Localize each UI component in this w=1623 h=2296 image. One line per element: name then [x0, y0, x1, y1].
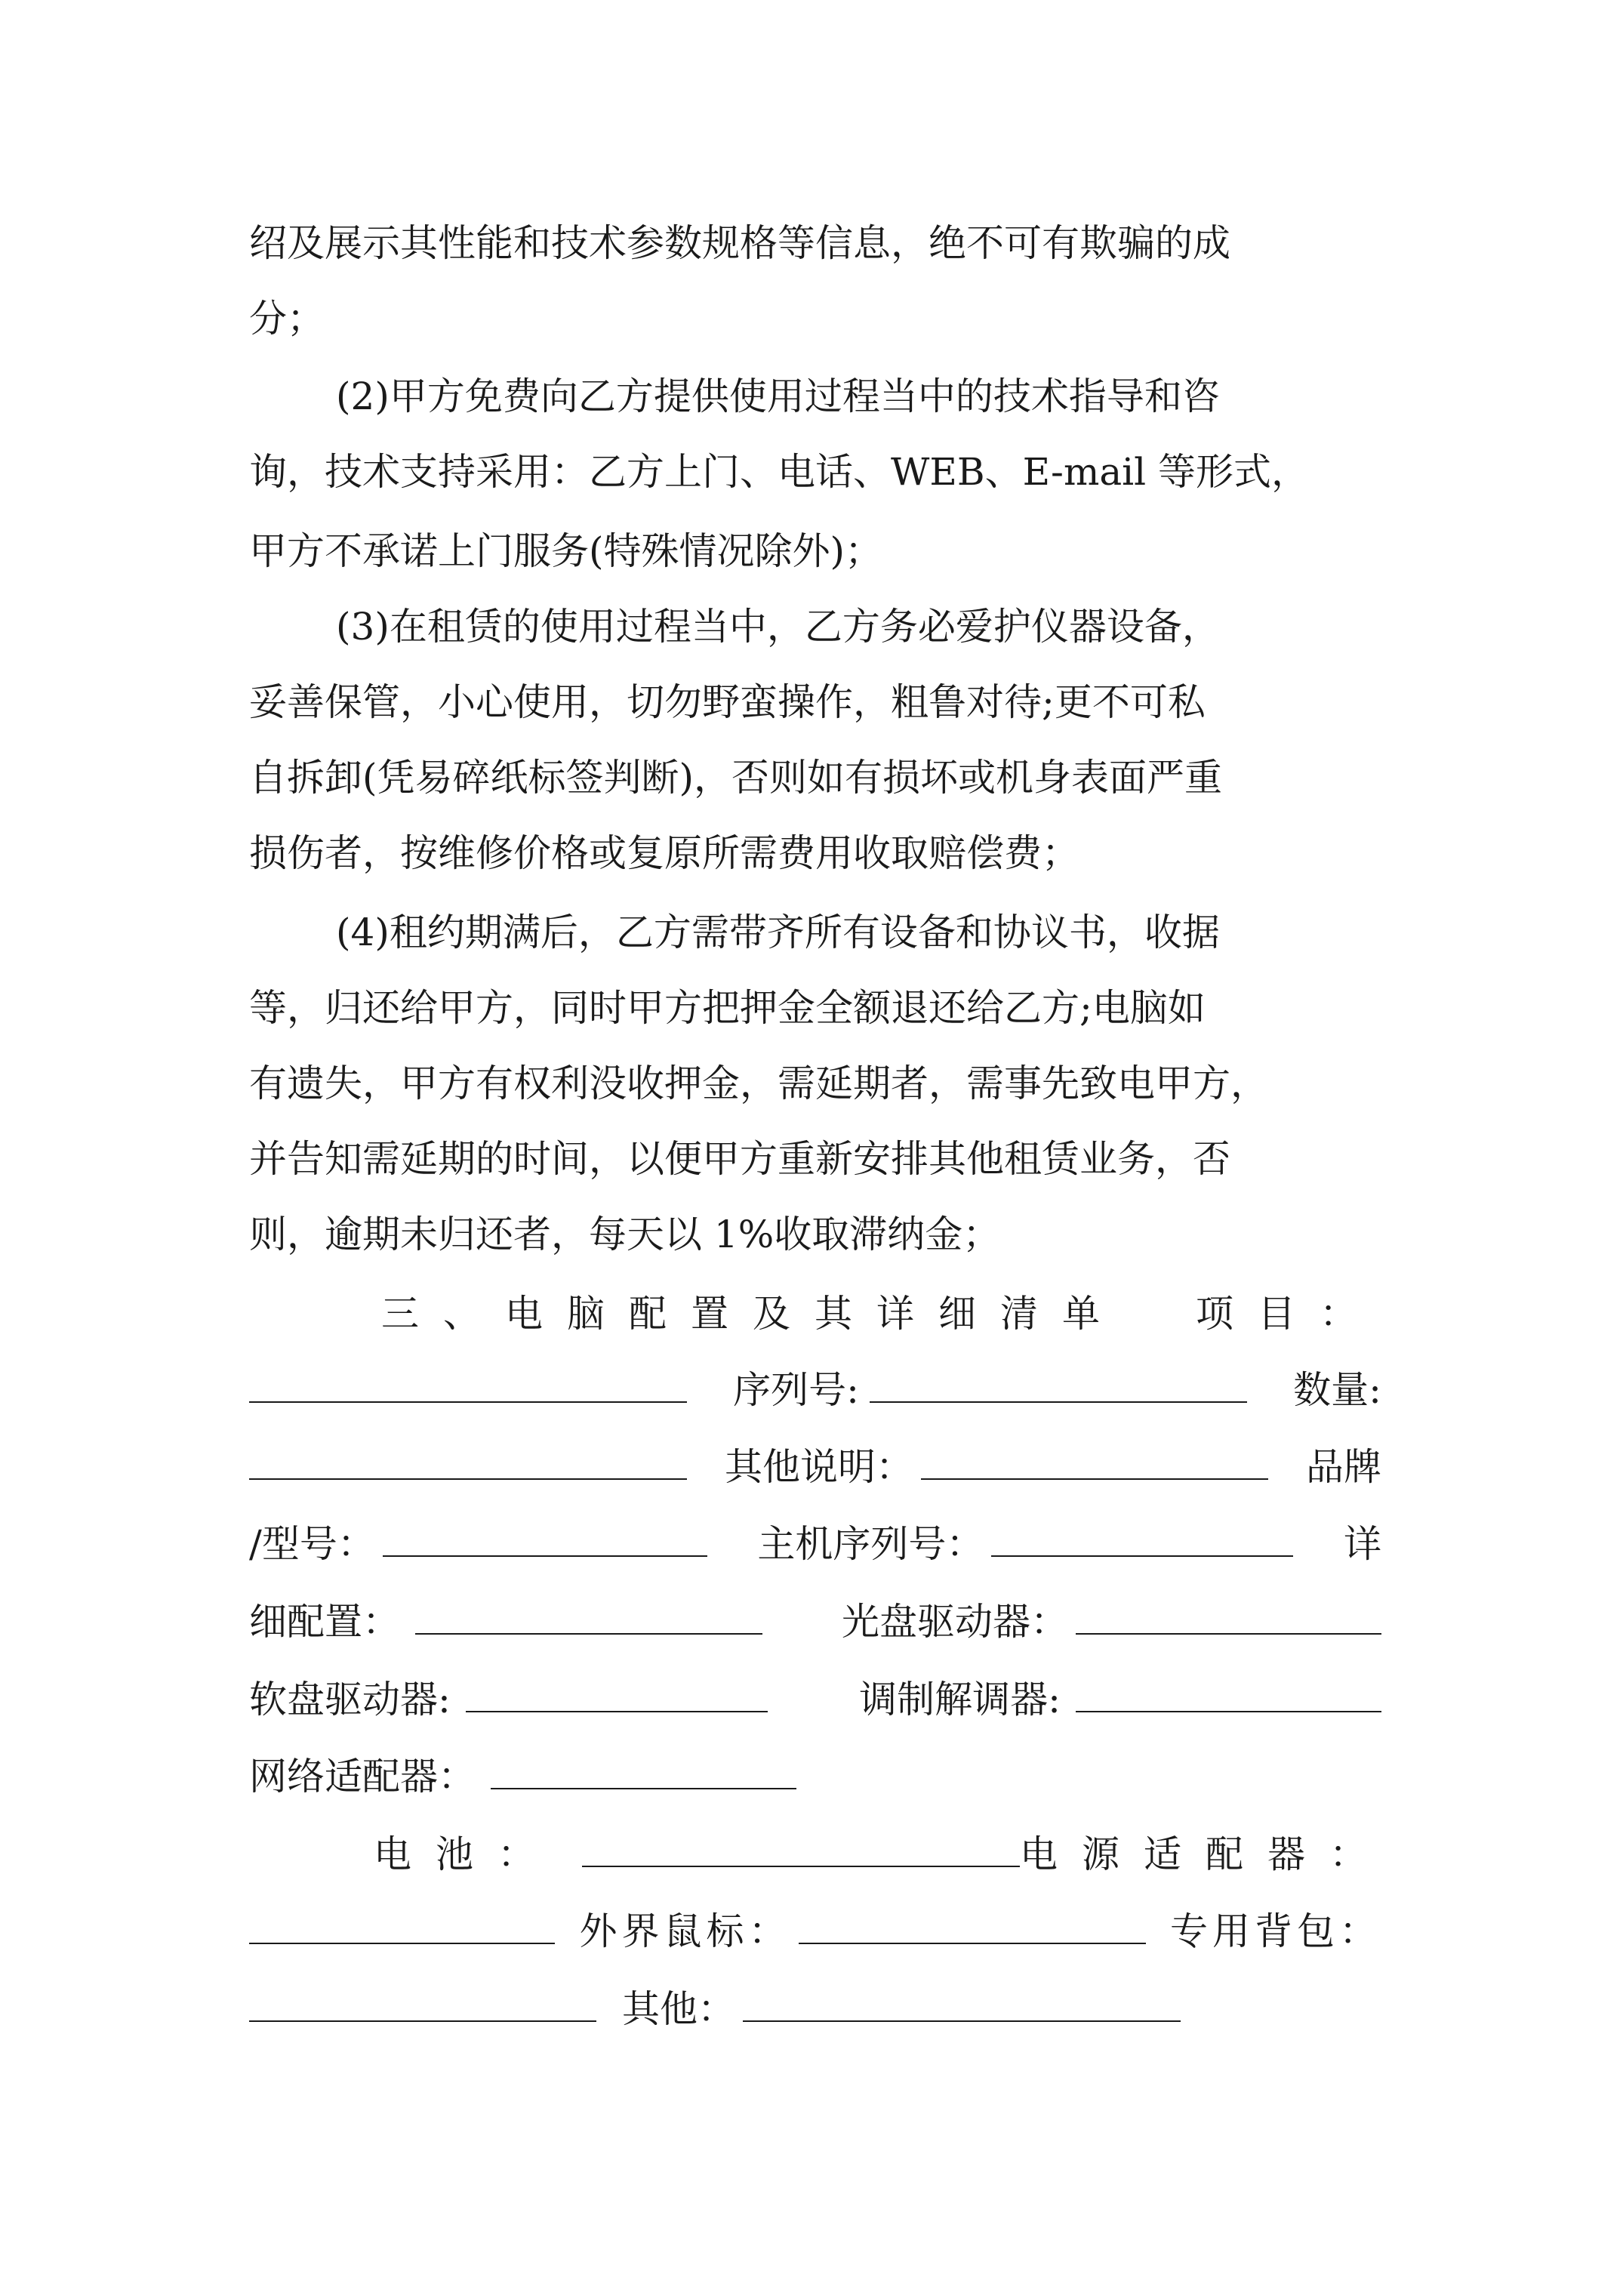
text-line: 则，逾期未归还者，每天以 1%收取滞纳金；: [249, 1213, 1001, 1256]
form-row: [249, 1365, 1381, 1410]
detail-config-blank[interactable]: [415, 1597, 762, 1635]
model-blank[interactable]: [383, 1519, 707, 1557]
form-row: [374, 1829, 1391, 1876]
floppy-drive-blank[interactable]: [466, 1675, 768, 1712]
text-line: 并告知需延期的时间，以便甲方重新安排其他租赁业务，否: [249, 1137, 1230, 1181]
item-blank[interactable]: [249, 1365, 687, 1403]
text-line: 等，归还给甲方，同时甲方把押金全额退还给乙方;电脑如: [249, 986, 1206, 1030]
quantity-blank[interactable]: [249, 1442, 687, 1480]
text-line: 甲方不承诺上门服务(特殊情况除外)；: [249, 529, 883, 573]
network-adapter-blank[interactable]: [491, 1752, 796, 1789]
clause-2: (2)甲方免费向乙方提供使用过程当中的技术指导和咨: [336, 374, 1220, 418]
host-serial-label: 主机序列号：: [757, 1522, 984, 1566]
text-line: 绍及展示其性能和技术参数规格等信息，绝不可有欺骗的成: [249, 221, 1230, 265]
serial-blank[interactable]: [870, 1365, 1247, 1403]
power-adapter-blank[interactable]: [249, 1906, 555, 1944]
power-adapter-label: 电源适配器：: [1020, 1832, 1391, 1876]
clause-3: (3)在租赁的使用过程当中，乙方务必爱护仪器设备，: [336, 605, 1220, 649]
form-row: [249, 1597, 1381, 1642]
text-line: 有遗失，甲方有权利没收押金，需延期者，需事先致电甲方，: [249, 1062, 1268, 1105]
network-adapter-label: 网络适配器：: [249, 1755, 476, 1798]
model-label: /型号：: [249, 1522, 375, 1566]
section-heading: 三、电脑配置及其详细清单: [381, 1292, 1124, 1336]
other-desc-label: 其他说明：: [725, 1445, 913, 1489]
quantity-label: 数量:: [1293, 1368, 1381, 1412]
form-row: [249, 1442, 1381, 1487]
other-label: 其他：: [622, 1987, 735, 2031]
text-line: 损伤者，按维修价格或复原所需费用收取赔偿费；: [249, 831, 1079, 875]
brand-label: 品牌: [1306, 1445, 1381, 1489]
host-serial-blank[interactable]: [991, 1519, 1293, 1557]
bag-blank[interactable]: [249, 1984, 596, 2022]
form-row: [249, 1984, 1381, 2029]
form-row: [249, 1906, 1381, 1952]
form-row: [249, 1752, 1381, 1797]
modem-label: 调制解调器:: [859, 1678, 1061, 1721]
mouse-label: 外界鼠标：: [579, 1909, 791, 1953]
other-blank[interactable]: [743, 1984, 1181, 2022]
form-row: [249, 1675, 1381, 1720]
text-line: 分；: [249, 297, 325, 341]
other-desc-blank[interactable]: [921, 1442, 1268, 1480]
text-line: 询，技术支持采用：乙方上门、电话、WEB、E-mail 等形式，: [249, 450, 1310, 494]
optical-drive-label: 光盘驱动器：: [842, 1600, 1068, 1644]
battery-label: 电池：: [374, 1832, 559, 1876]
clause-4: (4)租约期满后，乙方需带齐所有设备和协议书，收据: [336, 911, 1220, 954]
optical-drive-blank[interactable]: [1076, 1597, 1381, 1635]
floppy-drive-label: 软盘驱动器:: [249, 1678, 451, 1721]
detail-label: 详: [1343, 1522, 1381, 1566]
modem-blank[interactable]: [1076, 1675, 1381, 1712]
detail-config-label: 细配置：: [249, 1600, 400, 1644]
form-row: [249, 1519, 1381, 1564]
text-line: 自拆卸(凭易碎纸标签判断)，否则如有损坏或机身表面严重: [249, 756, 1223, 800]
bag-label: 专用背包：: [1170, 1909, 1381, 1953]
mouse-blank[interactable]: [799, 1906, 1146, 1944]
text-line: 妥善保管，小心使用，切勿野蛮操作，粗鲁对待;更不可私: [249, 680, 1206, 724]
item-label: 项目：: [1196, 1292, 1381, 1336]
battery-blank[interactable]: [582, 1829, 1020, 1867]
section-3-heading-line: [381, 1291, 1381, 1336]
serial-label: 序列号:: [733, 1368, 859, 1412]
